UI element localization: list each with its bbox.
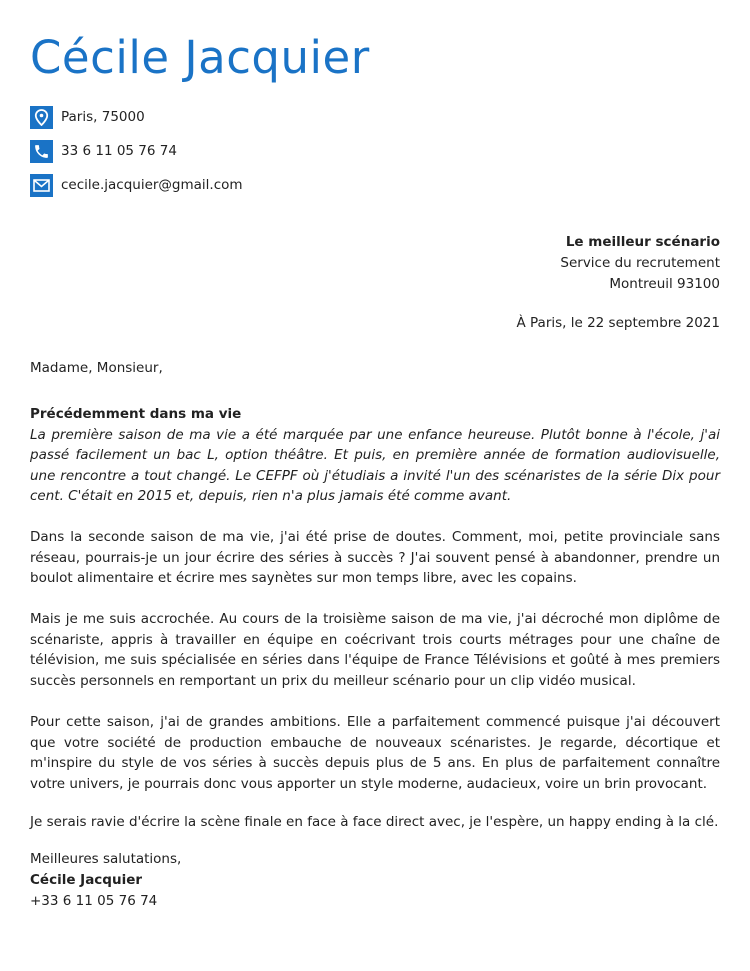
paragraph-2: Dans la seconde saison de ma vie, j'ai été prise de doutes. Comment, moi, petite provinciale sans réseau, pourrais-je un jour écrire des séries à succès ? J'ai souvent pensé à abandonner, prendre un boulot alimentaire et écrire mes saynètes sur mon temps libre, avec les copains. [30, 529, 720, 587]
section-title: Précédemment dans ma vie [30, 406, 242, 422]
email-text: cecile.jacquier@gmail.com [61, 177, 243, 193]
phone-text: 33 6 11 05 76 74 [61, 143, 177, 159]
recipient-department: Service du recrutement [560, 255, 720, 271]
location-pin-icon [30, 106, 53, 129]
envelope-icon [30, 174, 53, 197]
closing-block [30, 849, 181, 912]
applicant-name: Cécile Jacquier [30, 31, 370, 84]
address-text: Paris, 75000 [61, 109, 145, 125]
recipient-city: Montreuil 93100 [609, 276, 720, 292]
recipient-block [560, 232, 720, 295]
contact-email [30, 173, 243, 197]
contact-address [30, 105, 145, 129]
contact-phone [30, 139, 177, 163]
paragraph-5: Je serais ravie d'écrire la scène finale en face à face direct avec, je l'espère, un happy ending à la clé. [30, 814, 719, 830]
signature-name: Cécile Jacquier [30, 872, 143, 888]
phone-icon [30, 140, 53, 163]
paragraph-4: Pour cette saison, j'ai de grandes ambitions. Elle a parfaitement commencé puisque j'ai découvert que votre société de production embauche de nouveaux scénaristes. Je regarde, décortique et m'inspire du style de vos séries à succès depuis plus de 5 ans. En plus de parfaitement connaître votre univers, je pourrais donc vous apporter un style moderne, audacieux, voire un brin provocant. [30, 714, 720, 792]
closing-greeting: Meilleures salutations, [30, 851, 182, 867]
letter-date: À Paris, le 22 septembre 2021 [516, 315, 720, 331]
recipient-company: Le meilleur scénario [565, 234, 720, 250]
signature-phone: +33 6 11 05 76 74 [30, 893, 158, 909]
paragraph-3: Mais je me suis accrochée. Au cours de la troisième saison de ma vie, j'ai décroché mon diplôme de scénariste, appris à travailler en équipe en coécrivant trois courts métrages pour une chaîne de télévision, me suis spécialisée en séries dans l'équipe de France Télévisions et goûté à mes premiers succès personnels en remportant un prix du meilleur scénario pour un clip vidéo musical. [30, 611, 720, 689]
section-1 [30, 404, 720, 507]
paragraph-1: La première saison de ma vie a été marquée par une enfance heureuse. Plutôt bonne à l'école, j'ai passé facilement un bac L, option théâtre. Et puis, en première année de formation audiovisuelle, une rencontre a tout changé. Le CEFPF où j'étudiais a invité l'un des scénaristes de la série Dix pour cent. C'était en 2015 et, depuis, rien n'a plus jamais été comme avant. [30, 426, 720, 505]
salutation: Madame, Monsieur, [30, 360, 163, 376]
